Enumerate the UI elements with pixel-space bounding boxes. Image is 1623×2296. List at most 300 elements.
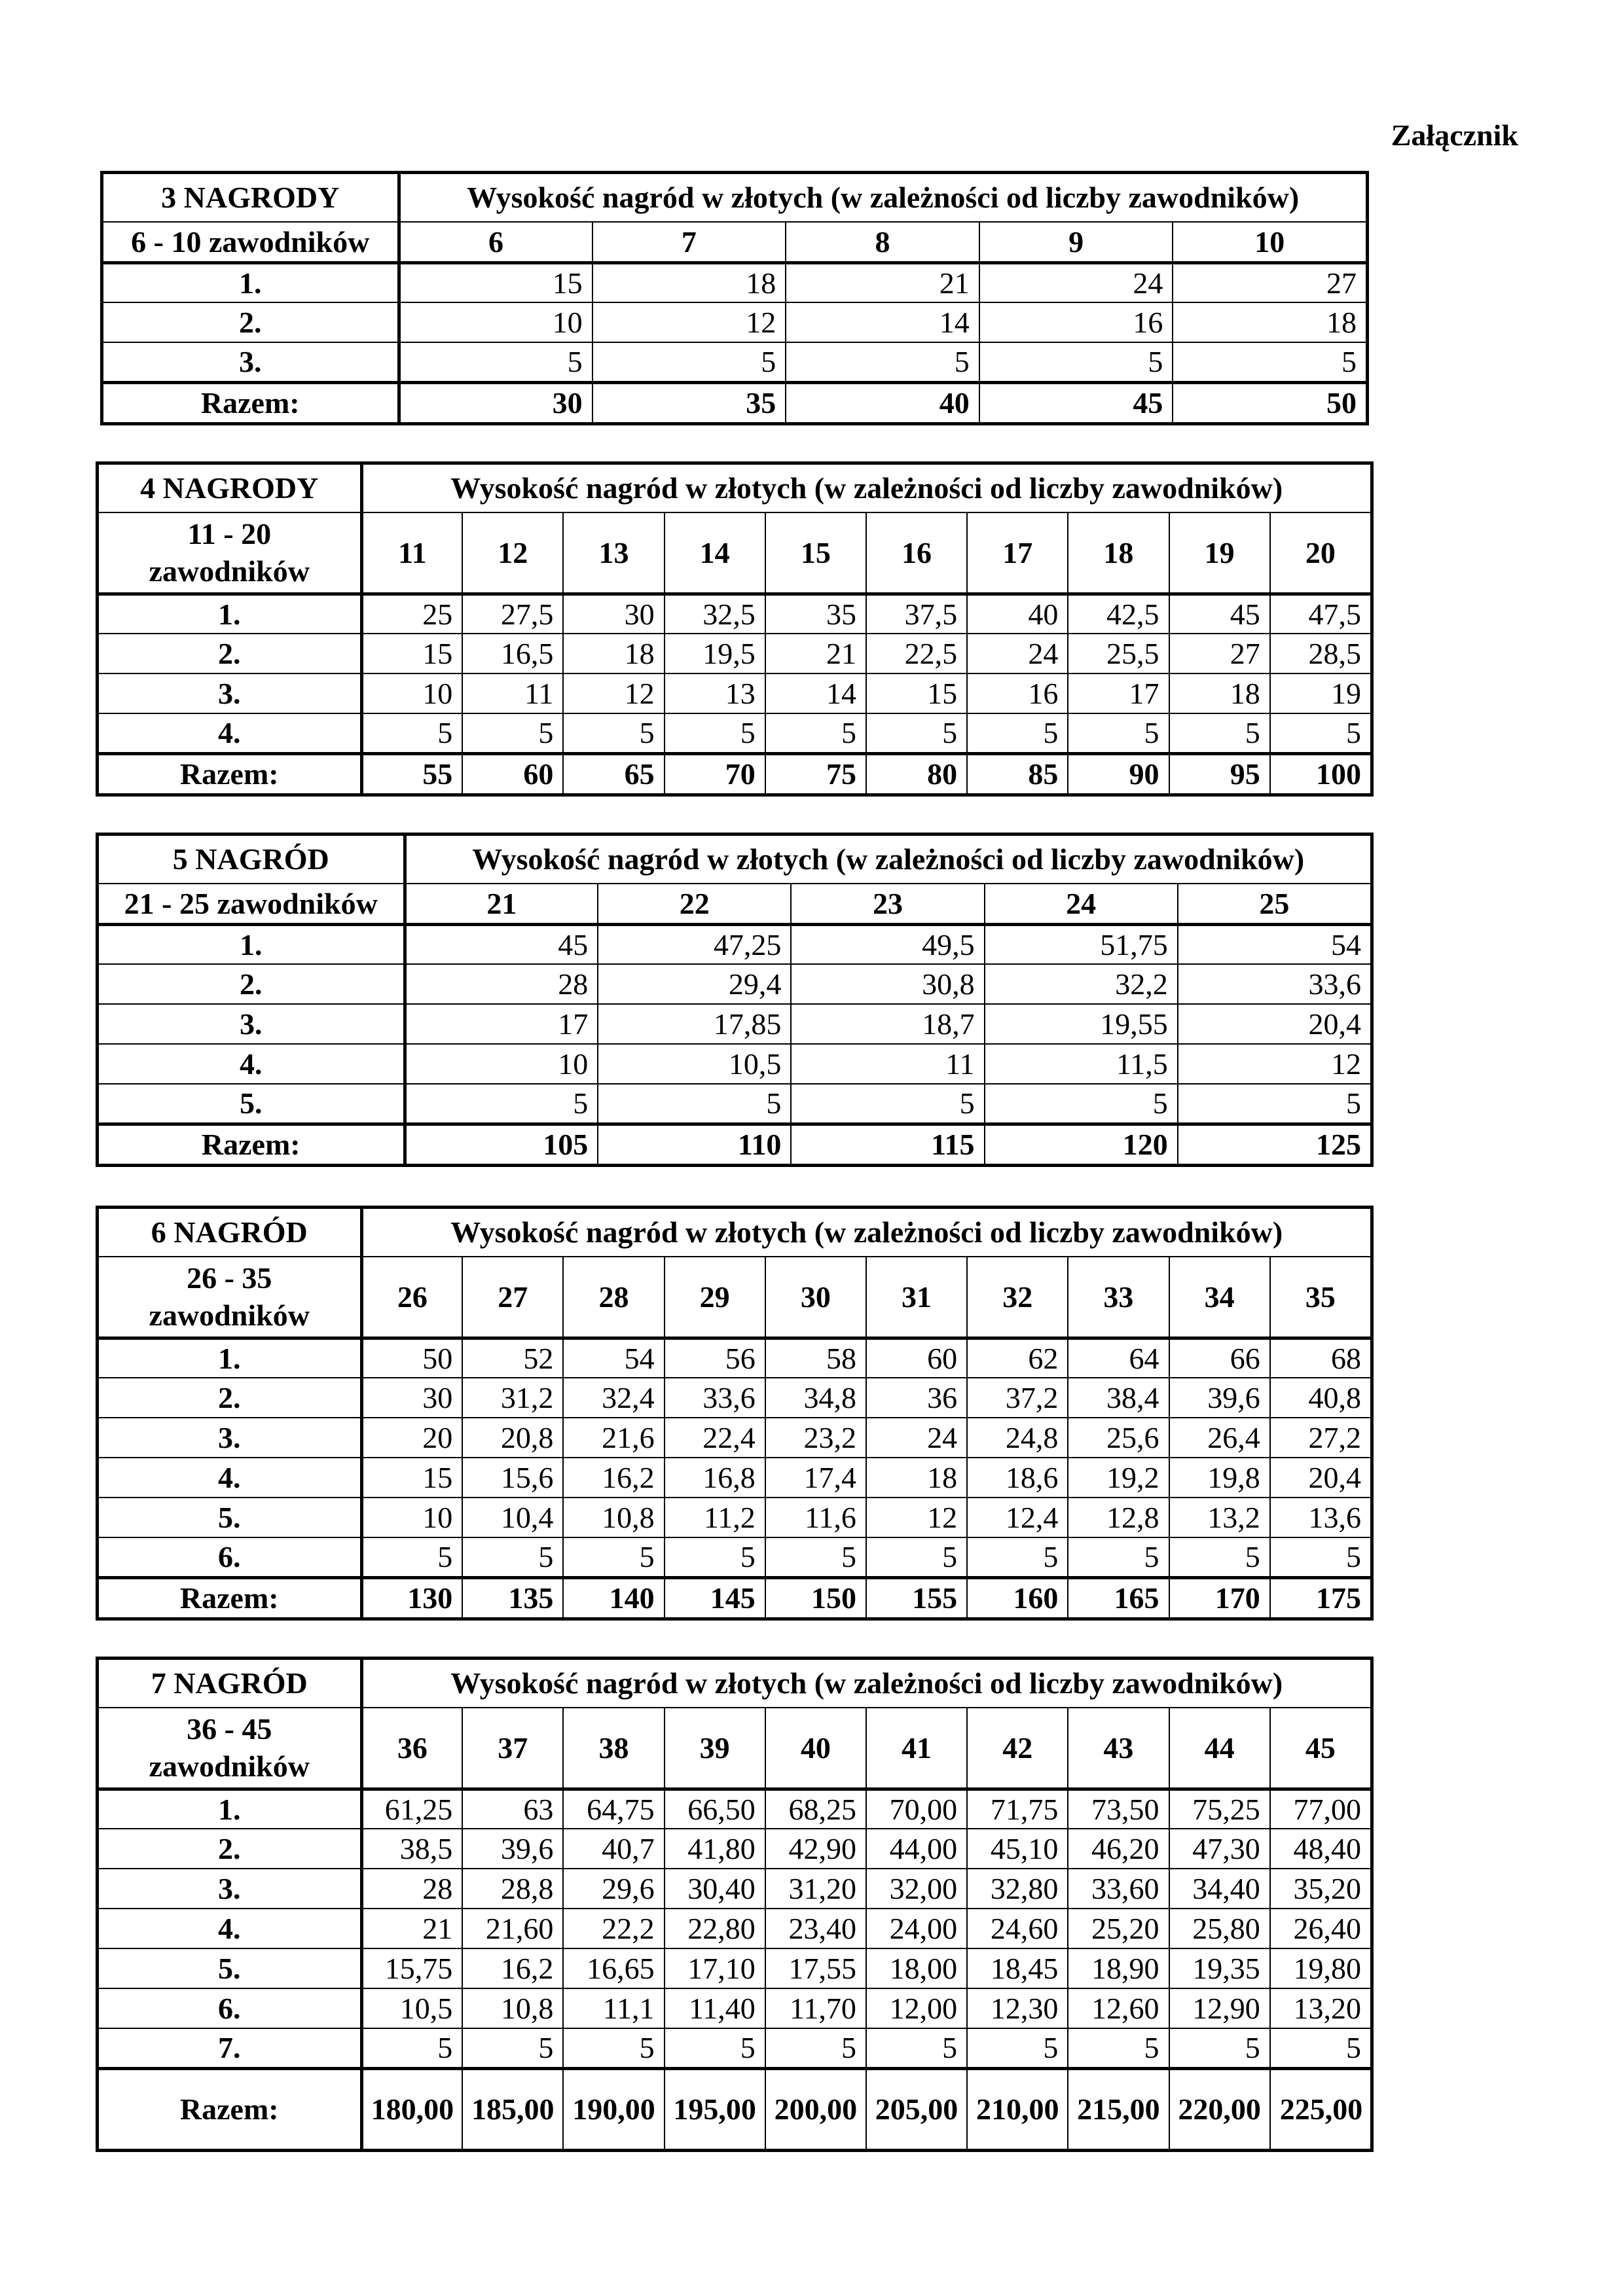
total-cell: 100: [1270, 753, 1371, 794]
prize-cell: 52: [462, 1338, 563, 1378]
prize-cell: 75,25: [1169, 1789, 1270, 1829]
prize-cell: 48,40: [1270, 1829, 1371, 1869]
total-cell: 80: [866, 753, 967, 794]
prize-cell: 5: [462, 713, 563, 753]
prize-cell: 17,55: [765, 1948, 866, 1988]
prize-table-4: [98, 463, 1372, 795]
range-label: 11 - 20 zawodników: [98, 512, 361, 594]
prize-cell: 40: [967, 594, 1068, 634]
prize-cell: 5: [765, 2028, 866, 2068]
prize-cell: 15: [361, 1458, 462, 1498]
total-cell: 155: [866, 1577, 967, 1618]
prize-cell: 5: [563, 713, 664, 753]
prize-cell: 13,2: [1169, 1498, 1270, 1537]
table-row: [98, 1004, 1371, 1044]
total-label: Razem:: [98, 2068, 361, 2149]
total-row: [98, 753, 1371, 794]
prize-cell: 24,00: [866, 1909, 967, 1948]
prize-cell: 14: [765, 673, 866, 713]
prize-table-7: [98, 1659, 1372, 2150]
prize-cell: 16,5: [462, 634, 563, 673]
prize-cell: 17: [1068, 673, 1169, 713]
prize-cell: 5: [765, 1537, 866, 1577]
place-label: 4.: [98, 1458, 361, 1498]
column-header: 26: [361, 1257, 462, 1338]
prize-cell: 5: [967, 2028, 1068, 2068]
prize-cell: 38,5: [361, 1829, 462, 1869]
column-header: 11: [361, 512, 462, 594]
prize-cell: 36: [866, 1378, 967, 1418]
prize-cell: 18,45: [967, 1948, 1068, 1988]
prize-cell: 21: [786, 262, 979, 302]
prize-cell: 12: [563, 673, 664, 713]
prize-cell: 16: [979, 302, 1173, 342]
prize-cell: 5: [462, 1537, 563, 1577]
total-cell: 110: [598, 1124, 791, 1164]
prize-cell: 77,00: [1270, 1789, 1371, 1829]
total-cell: 185,00: [462, 2068, 563, 2149]
prize-cell: 35: [765, 594, 866, 634]
prize-cell: 32,2: [985, 964, 1178, 1004]
table-row: [103, 342, 1366, 382]
prize-cell: 19,80: [1270, 1948, 1371, 1988]
prize-cell: 12: [866, 1498, 967, 1537]
column-header: 35: [1270, 1257, 1371, 1338]
prize-cell: 19,35: [1169, 1948, 1270, 1988]
prize-cell: 47,25: [598, 924, 791, 964]
prize-cell: 5: [786, 342, 979, 382]
total-cell: 90: [1068, 753, 1169, 794]
prize-cell: 10: [405, 1044, 598, 1084]
prize-cell: 22,5: [866, 634, 967, 673]
prize-cell: 68,25: [765, 1789, 866, 1829]
total-cell: 65: [563, 753, 664, 794]
prize-cell: 56: [665, 1338, 765, 1378]
table-title: 3 NAGRODY: [103, 173, 399, 222]
prize-cell: 20,4: [1178, 1004, 1371, 1044]
range-label: 21 - 25 zawodników: [98, 884, 405, 924]
prize-cell: 20,4: [1270, 1458, 1371, 1498]
table-title: 4 NAGRODY: [98, 464, 361, 512]
prize-cell: 68: [1270, 1338, 1371, 1378]
prize-cell: 16,2: [563, 1458, 664, 1498]
table-row: [98, 1829, 1371, 1869]
prize-cell: 12,4: [967, 1498, 1068, 1537]
table-row: [103, 302, 1366, 342]
table-title: 7 NAGRÓD: [98, 1659, 361, 1708]
prize-cell: 5: [563, 2028, 664, 2068]
table-row: [98, 1044, 1371, 1084]
prize-cell: 5: [791, 1084, 984, 1124]
table-row: [98, 1338, 1371, 1378]
total-cell: 225,00: [1270, 2068, 1371, 2149]
prize-cell: 45: [405, 924, 598, 964]
prize-cell: 19,5: [665, 634, 765, 673]
prize-cell: 5: [1270, 713, 1371, 753]
prize-cell: 30: [563, 594, 664, 634]
total-cell: 180,00: [361, 2068, 462, 2149]
prize-cell: 33,60: [1068, 1869, 1169, 1909]
table-row: [103, 262, 1366, 302]
prize-cell: 25,80: [1169, 1909, 1270, 1948]
table-row: [98, 1418, 1371, 1458]
prize-cell: 24: [967, 634, 1068, 673]
total-cell: 125: [1178, 1124, 1371, 1164]
prize-cell: 5: [399, 342, 593, 382]
total-cell: 50: [1173, 382, 1366, 423]
total-cell: 40: [786, 382, 979, 423]
column-header: 44: [1169, 1708, 1270, 1789]
prize-cell: 20,8: [462, 1418, 563, 1458]
column-header: 21: [405, 884, 598, 924]
prize-cell: 10,4: [462, 1498, 563, 1537]
prize-cell: 12: [593, 302, 786, 342]
prize-cell: 30: [361, 1378, 462, 1418]
prize-cell: 21,60: [462, 1909, 563, 1948]
place-label: 1.: [98, 924, 405, 964]
prize-cell: 5: [593, 342, 786, 382]
prize-cell: 5: [563, 1537, 664, 1577]
column-header: 6: [399, 222, 593, 262]
prize-cell: 5: [665, 1537, 765, 1577]
column-header: 29: [665, 1257, 765, 1338]
prize-cell: 54: [1178, 924, 1371, 964]
prize-cell: 33,6: [1178, 964, 1371, 1004]
column-header: 28: [563, 1257, 664, 1338]
prize-cell: 44,00: [866, 1829, 967, 1869]
prize-cell: 11: [462, 673, 563, 713]
prize-cell: 5: [598, 1084, 791, 1124]
prize-cell: 5: [1270, 1537, 1371, 1577]
range-label: 36 - 45 zawodników: [98, 1708, 361, 1789]
place-label: 5.: [98, 1498, 361, 1537]
table-title: 5 NAGRÓD: [98, 835, 405, 884]
table-row: [98, 594, 1371, 634]
column-header: 16: [866, 512, 967, 594]
table-row: [98, 1458, 1371, 1498]
total-label: Razem:: [98, 753, 361, 794]
prize-cell: 21: [361, 1909, 462, 1948]
prize-cell: 5: [1068, 1537, 1169, 1577]
prize-cell: 5: [665, 2028, 765, 2068]
prize-cell: 73,50: [1068, 1789, 1169, 1829]
prize-cell: 27: [1169, 634, 1270, 673]
total-row: [98, 1577, 1371, 1618]
prize-cell: 33,6: [665, 1378, 765, 1418]
prize-cell: 13,20: [1270, 1988, 1371, 2028]
prize-cell: 35,20: [1270, 1869, 1371, 1909]
table-row: [98, 1988, 1371, 2028]
table-row: [98, 634, 1371, 673]
place-label: 3.: [98, 1004, 405, 1044]
total-cell: 115: [791, 1124, 984, 1164]
total-cell: 150: [765, 1577, 866, 1618]
prize-cell: 71,75: [967, 1789, 1068, 1829]
table-row: [98, 924, 1371, 964]
prize-cell: 21,6: [563, 1418, 664, 1458]
column-header: 30: [765, 1257, 866, 1338]
table-row: [98, 1084, 1371, 1124]
column-header: 13: [563, 512, 664, 594]
prize-cell: 31,20: [765, 1869, 866, 1909]
prize-cell: 18: [1173, 302, 1366, 342]
prize-cell: 61,25: [361, 1789, 462, 1829]
prize-cell: 18: [563, 634, 664, 673]
column-header: 22: [598, 884, 791, 924]
prize-cell: 5: [361, 1537, 462, 1577]
column-header: 39: [665, 1708, 765, 1789]
total-cell: 145: [665, 1577, 765, 1618]
prize-cell: 18: [593, 262, 786, 302]
prize-cell: 5: [405, 1084, 598, 1124]
place-label: 2.: [98, 964, 405, 1004]
prize-cell: 22,4: [665, 1418, 765, 1458]
table-row: [98, 2028, 1371, 2068]
prize-cell: 70,00: [866, 1789, 967, 1829]
prize-cell: 11,6: [765, 1498, 866, 1537]
table-row: [98, 1909, 1371, 1948]
prize-cell: 12,8: [1068, 1498, 1169, 1537]
column-header: 41: [866, 1708, 967, 1789]
prize-cell: 24: [866, 1418, 967, 1458]
table-row: [98, 1378, 1371, 1418]
prize-cell: 64: [1068, 1338, 1169, 1378]
prize-cell: 16: [967, 673, 1068, 713]
table-row: [98, 1789, 1371, 1829]
prize-cell: 5: [1178, 1084, 1371, 1124]
prize-cell: 66,50: [665, 1789, 765, 1829]
prize-cell: 11: [791, 1044, 984, 1084]
prize-cell: 12,00: [866, 1988, 967, 2028]
prize-cell: 42,90: [765, 1829, 866, 1869]
prize-cell: 25,6: [1068, 1418, 1169, 1458]
prize-cell: 45: [1169, 594, 1270, 634]
prize-cell: 16,65: [563, 1948, 664, 1988]
prize-cell: 17,10: [665, 1948, 765, 1988]
column-header: 45: [1270, 1708, 1371, 1789]
prize-cell: 27,5: [462, 594, 563, 634]
column-header: 17: [967, 512, 1068, 594]
column-header: 42: [967, 1708, 1068, 1789]
prize-cell: 19,2: [1068, 1458, 1169, 1498]
table-header: Wysokość nagród w złotych (w zależności od liczby zawodników): [399, 173, 1366, 222]
prize-cell: 5: [1169, 1537, 1270, 1577]
total-cell: 160: [967, 1577, 1068, 1618]
column-header: 14: [665, 512, 765, 594]
prize-cell: 23,40: [765, 1909, 866, 1948]
column-header: 9: [979, 222, 1173, 262]
place-label: 2.: [98, 1378, 361, 1418]
prize-cell: 64,75: [563, 1789, 664, 1829]
place-label: 6.: [98, 1988, 361, 2028]
prize-cell: 5: [967, 1537, 1068, 1577]
column-header: 43: [1068, 1708, 1169, 1789]
place-label: 5.: [98, 1948, 361, 1988]
table-row: [98, 1537, 1371, 1577]
column-header: 37: [462, 1708, 563, 1789]
prize-cell: 5: [462, 2028, 563, 2068]
prize-cell: 39,6: [1169, 1378, 1270, 1418]
prize-cell: 28: [361, 1869, 462, 1909]
prize-cell: 23,2: [765, 1418, 866, 1458]
prize-cell: 5: [361, 713, 462, 753]
prize-cell: 28,5: [1270, 634, 1371, 673]
place-label: 1.: [98, 594, 361, 634]
prize-cell: 15,6: [462, 1458, 563, 1498]
prize-cell: 47,30: [1169, 1829, 1270, 1869]
total-cell: 55: [361, 753, 462, 794]
prize-cell: 13: [665, 673, 765, 713]
column-header: 19: [1169, 512, 1270, 594]
prize-cell: 5: [1068, 713, 1169, 753]
prize-cell: 34,40: [1169, 1869, 1270, 1909]
prize-cell: 5: [1169, 713, 1270, 753]
total-row: [103, 382, 1366, 423]
total-row: [98, 2068, 1371, 2149]
prize-cell: 22,80: [665, 1909, 765, 1948]
prize-cell: 5: [866, 713, 967, 753]
prize-cell: 12: [1178, 1044, 1371, 1084]
prize-cell: 49,5: [791, 924, 984, 964]
prize-cell: 40,7: [563, 1829, 664, 1869]
prize-cell: 5: [1068, 2028, 1169, 2068]
place-label: 4.: [98, 1044, 405, 1084]
prize-cell: 10,8: [462, 1988, 563, 2028]
total-cell: 165: [1068, 1577, 1169, 1618]
total-cell: 215,00: [1068, 2068, 1169, 2149]
prize-cell: 18,6: [967, 1458, 1068, 1498]
total-cell: 190,00: [563, 2068, 664, 2149]
total-cell: 45: [979, 382, 1173, 423]
prize-cell: 45,10: [967, 1829, 1068, 1869]
prize-cell: 10: [399, 302, 593, 342]
place-label: 3.: [98, 1869, 361, 1909]
table-row: [98, 673, 1371, 713]
place-label: 2.: [98, 634, 361, 673]
column-header: 40: [765, 1708, 866, 1789]
table-title: 6 NAGRÓD: [98, 1208, 361, 1257]
prize-cell: 5: [1270, 2028, 1371, 2068]
prize-cell: 10,8: [563, 1498, 664, 1537]
total-cell: 220,00: [1169, 2068, 1270, 2149]
prize-cell: 16,8: [665, 1458, 765, 1498]
prize-cell: 42,5: [1068, 594, 1169, 634]
prize-cell: 38,4: [1068, 1378, 1169, 1418]
table-row: [98, 1948, 1371, 1988]
prize-cell: 32,00: [866, 1869, 967, 1909]
prize-cell: 63: [462, 1789, 563, 1829]
prize-cell: 5: [979, 342, 1173, 382]
range-label: 26 - 35 zawodników: [98, 1257, 361, 1338]
column-header: 18: [1068, 512, 1169, 594]
column-header: 10: [1173, 222, 1366, 262]
prize-cell: 11,2: [665, 1498, 765, 1537]
place-label: 2.: [98, 1829, 361, 1869]
prize-cell: 17,4: [765, 1458, 866, 1498]
prize-cell: 5: [1169, 2028, 1270, 2068]
prize-cell: 26,40: [1270, 1909, 1371, 1948]
prize-cell: 27: [1173, 262, 1366, 302]
prize-cell: 18,90: [1068, 1948, 1169, 1988]
column-header: 33: [1068, 1257, 1169, 1338]
column-header: 20: [1270, 512, 1371, 594]
column-header: 12: [462, 512, 563, 594]
place-label: 1.: [98, 1789, 361, 1829]
prize-cell: 10: [361, 1498, 462, 1537]
prize-cell: 5: [765, 713, 866, 753]
total-cell: 105: [405, 1124, 598, 1164]
column-header: 23: [791, 884, 984, 924]
prize-cell: 29,4: [598, 964, 791, 1004]
prize-cell: 32,80: [967, 1869, 1068, 1909]
place-label: 6.: [98, 1537, 361, 1577]
prize-cell: 19: [1270, 673, 1371, 713]
prize-cell: 30,40: [665, 1869, 765, 1909]
place-label: 1.: [103, 262, 399, 302]
prize-cell: 17,85: [598, 1004, 791, 1044]
total-label: Razem:: [98, 1577, 361, 1618]
prize-cell: 15: [866, 673, 967, 713]
column-header: 38: [563, 1708, 664, 1789]
place-label: 1.: [98, 1338, 361, 1378]
prize-cell: 19,55: [985, 1004, 1178, 1044]
prize-cell: 24: [979, 262, 1173, 302]
column-header: 7: [593, 222, 786, 262]
total-cell: 175: [1270, 1577, 1371, 1618]
prize-cell: 39,6: [462, 1829, 563, 1869]
column-header: 8: [786, 222, 979, 262]
prize-cell: 15,75: [361, 1948, 462, 1988]
total-label: Razem:: [103, 382, 399, 423]
table-header: Wysokość nagród w złotych (w zależności od liczby zawodników): [361, 1659, 1371, 1708]
prize-cell: 18,7: [791, 1004, 984, 1044]
total-cell: 205,00: [866, 2068, 967, 2149]
prize-cell: 25,20: [1068, 1909, 1169, 1948]
prize-cell: 21: [765, 634, 866, 673]
prize-cell: 26,4: [1169, 1418, 1270, 1458]
total-row: [98, 1124, 1371, 1164]
prize-cell: 25,5: [1068, 634, 1169, 673]
prize-cell: 5: [866, 1537, 967, 1577]
total-cell: 75: [765, 753, 866, 794]
total-cell: 170: [1169, 1577, 1270, 1618]
column-header: 15: [765, 512, 866, 594]
prize-cell: 11,70: [765, 1988, 866, 2028]
prize-table-6: [98, 1208, 1372, 1619]
place-label: 2.: [103, 302, 399, 342]
place-label: 4.: [98, 1909, 361, 1948]
prize-cell: 18: [1169, 673, 1270, 713]
table-header: Wysokość nagród w złotych (w zależności od liczby zawodników): [361, 464, 1371, 512]
total-cell: 195,00: [665, 2068, 765, 2149]
prize-cell: 28: [405, 964, 598, 1004]
column-header: 32: [967, 1257, 1068, 1338]
total-cell: 120: [985, 1124, 1178, 1164]
column-header: 31: [866, 1257, 967, 1338]
prize-cell: 32,5: [665, 594, 765, 634]
prize-table-3: [102, 173, 1367, 423]
prize-cell: 5: [967, 713, 1068, 753]
prize-cell: 29,6: [563, 1869, 664, 1909]
prize-cell: 62: [967, 1338, 1068, 1378]
prize-cell: 5: [361, 2028, 462, 2068]
column-header: 34: [1169, 1257, 1270, 1338]
table-row: [98, 964, 1371, 1004]
prize-cell: 30,8: [791, 964, 984, 1004]
prize-cell: 11,5: [985, 1044, 1178, 1084]
prize-cell: 54: [563, 1338, 664, 1378]
place-label: 3.: [98, 673, 361, 713]
